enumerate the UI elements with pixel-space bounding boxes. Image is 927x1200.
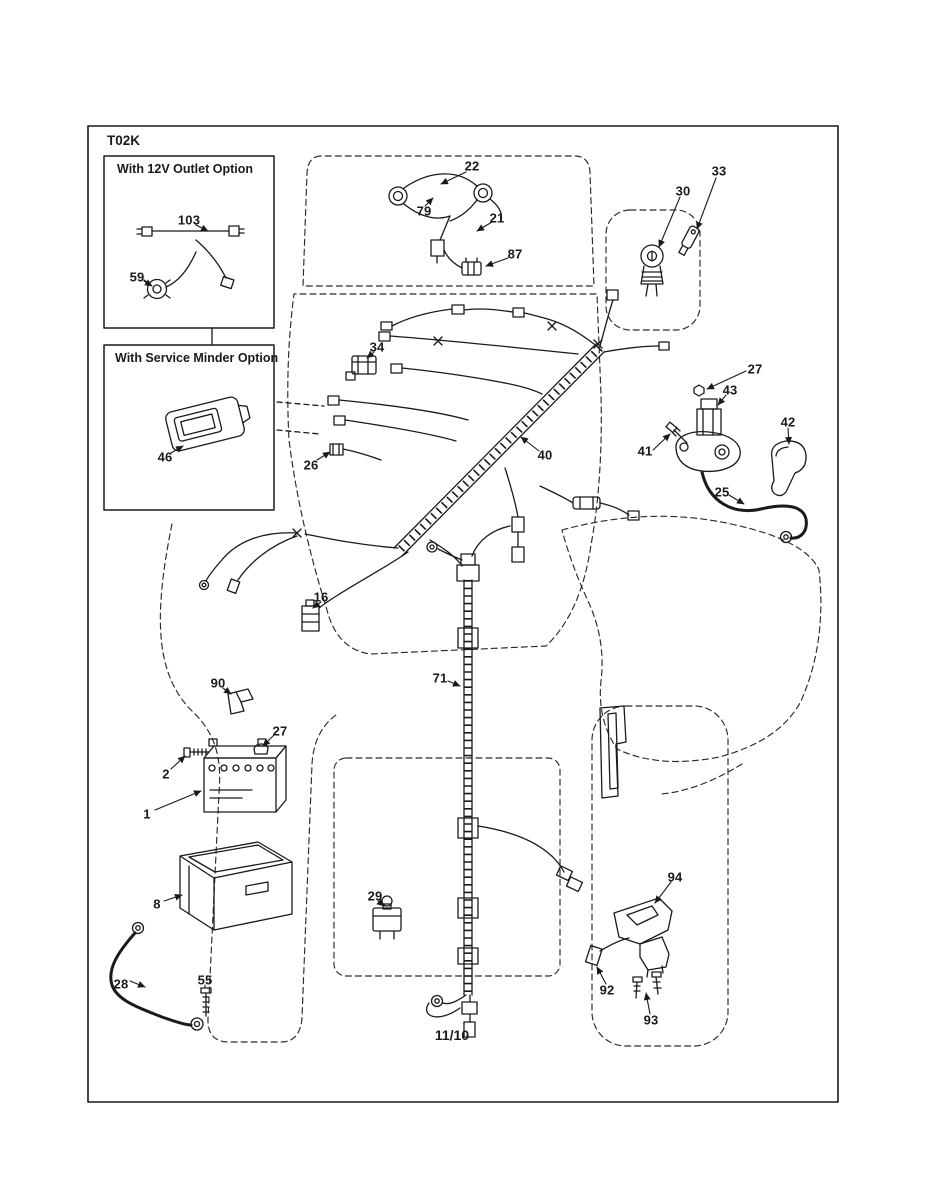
part-label-26: 26	[303, 457, 319, 473]
revision-label: 11/10	[434, 1027, 470, 1043]
part-label-93: 93	[643, 1012, 659, 1028]
part-label-22: 22	[464, 158, 480, 174]
part-label-34: 34	[369, 339, 385, 355]
left-branch-wires-art	[200, 533, 409, 631]
relay-34-art	[346, 356, 376, 380]
main-harness-art	[293, 290, 669, 566]
inset-service-minder-title: With Service Minder Option	[115, 351, 279, 365]
label-leader-lines	[130, 172, 789, 1014]
part-label-28: 28	[113, 976, 129, 992]
connector-92-art	[586, 938, 629, 965]
battery-art	[184, 739, 286, 812]
wire-junction-marks	[293, 322, 602, 537]
part-label-25: 25	[714, 484, 730, 500]
solenoid-43-art	[666, 382, 740, 471]
part-label-55: 55	[197, 972, 213, 988]
ignition-switch-art	[641, 225, 700, 296]
part-label-59: 59	[129, 269, 145, 285]
diagram-code: T02K	[107, 133, 141, 148]
key-33-art	[677, 225, 700, 256]
part-label-42: 42	[780, 414, 796, 430]
part-label-92: 92	[599, 982, 615, 998]
part-label-46: 46	[157, 449, 173, 465]
part-label-94: 94	[667, 869, 683, 885]
part-label-29: 29	[367, 888, 383, 904]
part-label-27-battery: 27	[272, 723, 288, 739]
inset-leader-lines	[277, 402, 324, 434]
clip-90-art	[228, 689, 253, 714]
part-label-2: 2	[162, 766, 170, 782]
part-label-27-solenoid: 27	[747, 361, 763, 377]
chassis-dashed-outlines	[157, 156, 821, 1046]
relay-16-art	[302, 600, 319, 631]
part-label-87: 87	[507, 246, 523, 262]
inset-12v-outlet-art	[104, 156, 274, 328]
part-label-90: 90	[210, 675, 226, 691]
diagram-border	[88, 126, 838, 1102]
bolt-41-art	[666, 422, 687, 443]
part-label-71: 71	[432, 670, 448, 686]
part-label-43: 43	[722, 382, 738, 398]
part-label-8: 8	[153, 896, 161, 912]
part-label-21: 21	[489, 210, 505, 226]
boot-42-art	[772, 441, 807, 496]
seat-switch-94-art	[586, 898, 672, 998]
headlight-harness-art	[389, 174, 502, 275]
part-label-79: 79	[416, 203, 432, 219]
part-label-40: 40	[537, 447, 553, 463]
inset-12v-title: With 12V Outlet Option	[117, 162, 253, 176]
part-label-30: 30	[675, 183, 691, 199]
battery-box-art	[180, 842, 292, 930]
inset-service-minder-art	[104, 345, 274, 510]
part-label-103: 103	[177, 212, 201, 228]
part-label-16: 16	[313, 589, 329, 605]
part-label-33: 33	[711, 163, 727, 179]
part-label-41: 41	[637, 443, 653, 459]
center-harness-71-art	[427, 526, 583, 1037]
part-label-1: 1	[143, 806, 151, 822]
